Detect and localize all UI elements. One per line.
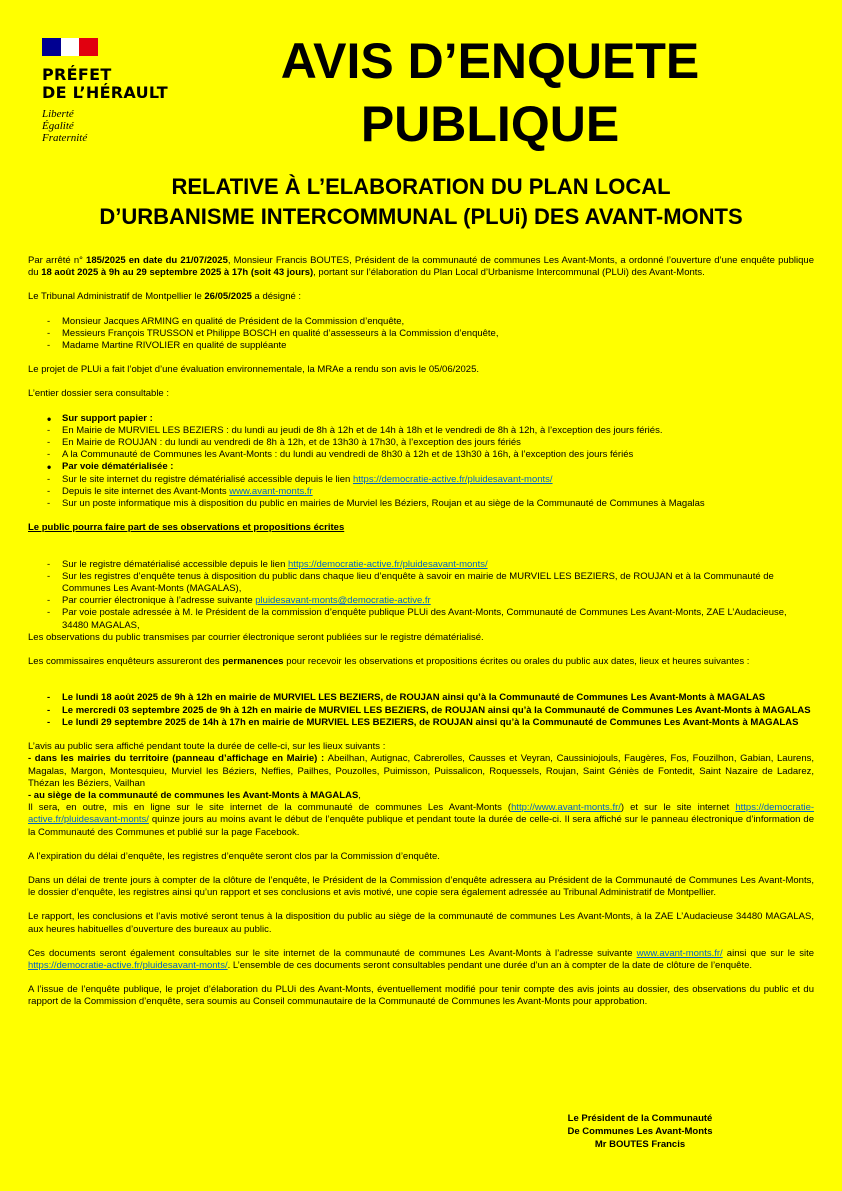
signature: Le Président de la Communauté De Communes Les Avant-Monts Mr BOUTES Francis	[567, 1113, 713, 1150]
list-item: - Monsieur Jacques ARMING en qualité de Président de la Commission d’enquête,	[28, 316, 814, 328]
registre-link[interactable]: https://democratie-active.fr/pluidesavant-monts/	[288, 558, 488, 570]
list-item: - Depuis le site internet des Avant-Monts www.avant-monts.fr	[28, 486, 814, 498]
list-item: - Madame Martine RIVOLIER en qualité de suppléante	[28, 340, 814, 352]
list-item: - A la Communauté de Communes les Avant-Monts : du lundi au vendredi de 8h30 à 12h et de 13h30 à 16h, à l’exception des jours fériés	[28, 449, 814, 461]
avant-monts-link[interactable]: http://www.avant-monts.fr/	[511, 802, 621, 814]
paragraph-documents: Ces documents seront également consultables sur le site internet de la communauté de communes Les Avant-Monts à l’adresse suivante www.avant-monts.fr/ ainsi que sur le site https://democratie-active.fr/pluidesavant-monts/. L’ensemble de ces documents seront consultables pendant une durée d’un an à compter de la date de clôture de l’enquête.	[28, 947, 814, 971]
list-item: - Sur un poste informatique mis à disposition du public en mairies de Murviel les Béziers, Roujan et au siège de la Communauté de Communes à Magalas	[28, 498, 814, 510]
list-item: - Par voie postale adressée à M. le Président de la commission d’enquête publique PLUi des Avant-Monts, Communauté de Communes Les Avant-Monts, ZAE L’Audacieuse, 34480 MAGALAS,	[28, 607, 814, 631]
avant-monts-link[interactable]: www.avant-monts.fr/	[636, 947, 723, 959]
list-item: - Le lundi 29 septembre 2025 de 14h à 17h en mairie de MURVIEL LES BEZIERS, de ROUJAN ainsi qu’à la Communauté de Communes Les Avant-Monts à MAGALAS	[28, 717, 814, 729]
paragraph-expiration: A l’expiration du délai d’enquête, les registres d’enquête seront clos par la Commission d’enquête.	[28, 850, 440, 862]
list-item: - Sur le site internet du registre dématérialisé accessible depuis le lien https://democratie-active.fr/pluidesavant-monts/	[28, 474, 814, 486]
email-link[interactable]: pluidesavant-monts@democratie-active.fr	[255, 595, 431, 607]
paragraph-observations	[28, 522, 814, 546]
list-item: - Le mercredi 03 septembre 2025 de 9h à 12h en mairie de MURVIEL LES BEZIERS, de ROUJAN ainsi qu’à la Communauté de Communes Les Avant-Monts à MAGALAS	[28, 705, 814, 717]
registre-link[interactable]: https://democratie-active.fr/pluidesavant-monts/	[28, 802, 815, 826]
paragraph-permanences: Les commissaires enquêteurs assureront des permanences pour recevoir les observations et propositions écrites ou orales du public aux dates, lieux et heures suivantes :	[28, 656, 750, 668]
permanences-list	[28, 692, 814, 729]
registre-link[interactable]: https://democratie-active.fr/pluidesavant-monts/	[352, 473, 553, 485]
list-heading: • Sur support papier :	[28, 413, 814, 425]
list-item: - Sur les registres d’enquête tenus à disposition du public dans chaque lieu d’enquête à savoir en mairie de MURVIEL LES BEZIERS, de ROUJAN et à la Communauté de Communes Les Avant-Monts (MAGALAS),	[28, 571, 814, 595]
section-heading: Le public pourra faire part de ses observations et propositions écrites	[28, 522, 345, 534]
paragraph-tribunal: Le Tribunal Administratif de Montpellier le 26/05/2025 a désigné :	[28, 291, 302, 303]
paragraph-affichage: L’avis au public sera affiché pendant toute la durée de celle-ci, sur les lieux suivants : - dans les mairies du territoire (panneau d’affichage en Mairie) : Abeilhan, Autignac, Cabrerolles, Causses et Veyran, Caussiniojouls, Faugères, Fos, Fouzilhon, Gabian, Laurens, Magalas, Margon, Montesquieu, Murviel les Béziers, Neffies, Pailhes, Pouzolles, Puimisson, Puissalicon, Roquessels, Roujan, Saint Géniès de Fontedit, Saint Nazaire de Ladarez, Thézan les Béziers, Vailhan - au siège de la communauté de communes les Avant-Monts à MAGALAS, Il sera, en outre, mis en ligne sur le site internet de la communauté de communes Les Avant-Monts (http://www.avant-monts.fr/) et sur le site internet https://democratie-active.fr/pluidesavant-monts/ quinze jours au moins avant le début de l’enquête publique et pendant toute la durée de celle-ci. Il sera affiché sur le panneau électronique d’information de la Communauté des Communes et publié sur la page Facebook.	[28, 741, 815, 838]
paragraph-mrae: Le projet de PLUi a fait l’objet d’une évaluation environnementale, la MRAe a rendu son avis le 05/06/2025.	[28, 364, 480, 376]
list-heading: • Par voie dématérialisée :	[28, 461, 814, 473]
paragraph-dossier: L’entier dossier sera consultable :	[28, 388, 169, 400]
marianne-flag-icon	[42, 38, 98, 56]
prefet-logo	[42, 38, 202, 144]
paragraph-rapport: Le rapport, les conclusions et l’avis motivé seront tenus à la disposition du public au siège de la communauté de communes Les Avant-Monts, à la ZAE L’Audacieuse 34480 MAGALAS, aux heures habituelles d’ouverture des bureaux au public.	[28, 911, 814, 935]
list-item: - Par courrier électronique à l’adresse suivante pluidesavant-monts@democratie-active.fr	[28, 595, 814, 607]
list-item: - En Mairie de ROUJAN : du lundi au vendredi de 8h à 12h, et de 13h30 à 17h30, à l’exception des jours fériés	[28, 437, 814, 449]
prefet-name: PRÉFET DE L’HÉRAULT	[42, 65, 168, 102]
page-title: AVIS D’ENQUETE PUBLIQUE	[280, 33, 700, 152]
page-subtitle: RELATIVE À L’ELABORATION DU PLAN LOCAL D’URBANISME INTERCOMMUNAL (PLUi) DES AVANT-MONTS	[99, 174, 743, 229]
observations-list	[28, 559, 814, 632]
devise: Liberté Égalité Fraternité	[42, 108, 88, 144]
dossier-list	[28, 413, 814, 511]
avant-monts-link[interactable]: www.avant-monts.fr	[229, 485, 313, 497]
list-item: - Sur le registre dématérialisé accessible depuis le lien https://democratie-active.fr/pluidesavant-monts/	[28, 559, 814, 571]
list-item: - Messieurs François TRUSSON et Philippe BOSCH en qualité d’assesseurs à la Commission d’enquête,	[28, 328, 814, 340]
list-item: - Le lundi 18 août 2025 de 9h à 12h en mairie de MURVIEL LES BEZIERS, de ROUJAN ainsi qu’à la Communauté de Communes Les Avant-Monts à MAGALAS	[28, 692, 814, 704]
notice-body: Par arrêté n° 185/2025 en date du 21/07/2025, Monsieur Francis BOUTES, Président de la communauté de communes Les Avant-Monts, a ordonné l’ouverture d’une enquête publique du 18 août 2025 à 9h au 29 septembre 2025 à 17h (soit 43 jours), portant sur l’élaboration du Plan Local d’Urbanisme Intercommunal (PLUi) des Avant-Monts. Le Tribunal Administratif de Montpellier le 26/05/2025 a désigné : - Monsieur Jacques ARMING en qualité de Président de la Commission d’enquête, - Messieurs François TRUSSON et Philippe BOSCH en qualité d’assesseurs à la Commission d’enquête, - Madame Martine RIVOLIER en qualité de suppléante Le projet de PLUi a fait l’objet d’une évaluation environnementale, la MRAe a rendu son avis le 05/06/2025. L’entier dossier sera consultable : • Sur support papier : - En Mairie de MURVIEL LES BEZIERS : du lundi au jeudi de 8h à 12h et de 14h à 18h et le vendredi de 8h à 12h, à l’exception des jours fériés. - En Mairie de ROUJAN : du lundi au vendredi de 8h à 12h, et de 13h30 à 17h30, à l’exception des jours fériés - A la Communauté de Communes les Avant-Monts : du lundi au vendredi de 8h30 à 12h et de 13h30 à 16h, à l’exception des jours fériés • Par voie dématérialisée : - Sur le site internet du registre dématérialisé accessible depuis le lien https://democratie-active.fr/pluidesavant-monts/ - Depuis le site internet des Avant-Monts www.avant-monts.fr - Sur un poste informatique mis à disposition du public en mairies de Murviel les Béziers, Roujan et au siège de la Communauté de Communes à Magalas Le public pourra faire part de ses observations et propositions écrites - Sur le registre dématérialisé accessible depuis le lien https://democratie-active.fr/pluidesavant-monts/ - Sur les registres d’enquête tenus à disposition du public dans chaque lieu d’enquête à savoir en mairie de MURVIEL LES BEZIERS, de ROUJAN et à la Communauté de Communes Les Avant-Monts (MAGALAS), - Par courrier électronique à l’adresse suivante pluidesavant-monts@democratie-active.fr - Par voie postale adressée à M. le Président de la commission d’enquête publique PLUi des Avant-Monts, Communauté de Communes Les Avant-Monts, ZAE L’Audacieuse, 34480 MAGALAS, Les observations du public transmises par courrier électronique seront publiées sur le registre dématérialisé. Les commissaires enquêteurs assureront des permanences pour recevoir les observations et propositions écrites ou orales du public aux dates, lieux et heures suivantes : - Le lundi 18 août 2025 de 9h à 12h en mairie de MURVIEL LES BEZIERS, de ROUJAN ainsi qu’à la Communauté de Communes Les Avant-Monts à MAGALAS - Le mercredi 03 septembre 2025 de 9h à 12h en mairie de MURVIEL LES BEZIERS, de ROUJAN ainsi qu’à la Communauté de Communes Les Avant-Monts à MAGALAS - Le lundi 29 septembre 2025 de 14h à 17h en mairie de MURVIEL LES BEZIERS, de ROUJAN ainsi qu’à la Communauté de Communes Les Avant-Monts à MAGALAS L’avis au public sera affiché pendant toute la durée de celle-ci, sur les lieux suivants : - dans les mairies du territoire (panneau d’affichage en Mairie) : Abeilhan, Autignac, Cabrerolles, Causses et Veyran, Caussiniojouls, Faugères, Fos, Fouzilhon, Gabian, Laurens, Magalas, Margon, Montesquieu, Murviel les Béziers, Neffies, Pailhes, Pouzolles, Puimisson, Puissalicon, Roquessels, Roujan, Saint Géniès de Fontedit, Saint Nazaire de Ladarez, Thézan les Béziers, Vailhan - au siège de la communauté de communes les Avant-Monts à MAGALAS, Il sera, en outre, mis en ligne sur le site internet de la communauté de communes Les Avant-Monts (http://www.avant-monts.fr/) et sur le site internet https://democratie-active.fr/pluidesavant-monts/ quinze jours au moins avant le début de l’enquête publique et pendant toute la durée de celle-ci. Il sera affiché sur le panneau électronique d’information de la Communauté des Communes et publié sur la page Facebook. A l’expiration du délai d’enquête, les registres d’enquête seront clos par la Commission d’enquête. Dans un délai de trente jours à compter de la clôture de l’enquête, le Président de la Commission d’enquête adressera au Président de la Communauté de Communes Les Avant-Monts, le dossier d’enquête, les registres ainsi qu’un rapport et ses conclusions et avis motivé, une copie sera également adressée au Tribunal Administratif de Montpellier. Le rapport, les conclusions et l’avis motivé seront tenus à la disposition du public au siège de la communauté de communes Les Avant-Monts, à la ZAE L’Audacieuse 34480 MAGALAS, aux heures habituelles d’ouverture des bureaux au public. Ces documents seront également consultables sur le site internet de la communauté de communes Les Avant-Monts à l’adresse suivante www.avant-monts.fr/ ainsi que sur le site https://democratie-active.fr/pluidesavant-monts/. L’ensemble de ces documents seront consultables pendant une durée d’un an à compter de la date de clôture de l’enquête. A l’issue de l’enquête publique, le projet d’élaboration du PLUi des Avant-Monts, éventuellement modifié pour tenir compte des avis joints au dossier, des observations du public et du rapport de la Commission d’enquête, sera soumis au Conseil communautaire de la Communauté de Communes les Avant-Monts pour approbation.	[28, 255, 814, 1021]
paragraph-delai: Dans un délai de trente jours à compter de la clôture de l’enquête, le Président de la Commission d’enquête adressera au Président de la Communauté de Communes Les Avant-Monts, le dossier d’enquête, les registres ainsi qu’un rapport et ses conclusions et avis motivé, une copie sera également adressée au Tribunal Administratif de Montpellier.	[28, 874, 814, 899]
paragraph-arrete: Par arrêté n° 185/2025 en date du 21/07/2025, Monsieur Francis BOUTES, Président de la communauté de communes Les Avant-Monts, a ordonné l’ouverture d’une enquête publique du 18 août 2025 à 9h au 29 septembre 2025 à 17h (soit 43 jours), portant sur l’élaboration du Plan Local d’Urbanisme Intercommunal (PLUi) des Avant-Monts.	[28, 255, 814, 279]
commission-list	[28, 316, 814, 353]
paragraph-issue: A l’issue de l’enquête publique, le projet d’élaboration du PLUi des Avant-Monts, éventuellement modifié pour tenir compte des avis joints au dossier, des observations du public et du rapport de la Commission d’enquête, sera soumis au Conseil communautaire de la Communauté de Communes les Avant-Monts pour approbation.	[28, 984, 814, 1008]
registre-link[interactable]: https://democratie-active.fr/pluidesavant-monts/	[28, 959, 228, 971]
list-item: - En Mairie de MURVIEL LES BEZIERS : du lundi au jeudi de 8h à 12h et de 14h à 18h et le vendredi de 8h à 12h, à l’exception des jours fériés.	[28, 425, 814, 437]
